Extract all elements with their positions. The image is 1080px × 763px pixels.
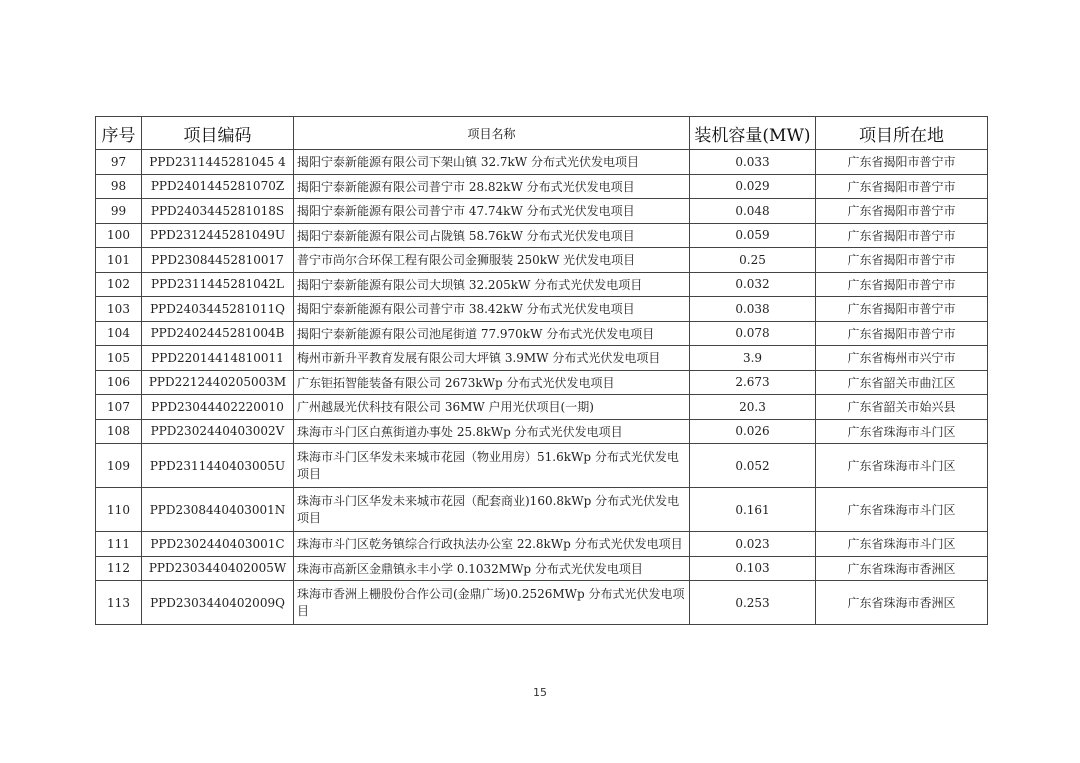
cell-code: PPD2403445281011Q xyxy=(142,297,294,322)
cell-code: PPD2303440402009Q xyxy=(142,581,294,625)
cell-name: 珠海市斗门区白蕉街道办事处 25.8kWp 分布式光伏发电项目 xyxy=(294,419,690,444)
table-header-row xyxy=(96,117,988,150)
cell-index: 99 xyxy=(96,199,142,224)
cell-capacity: 20.3 xyxy=(690,395,816,420)
table-row xyxy=(96,444,988,488)
cell-code: PPD2212440205003M xyxy=(142,370,294,395)
cell-index: 101 xyxy=(96,248,142,273)
cell-capacity: 3.9 xyxy=(690,346,816,371)
cell-name: 揭阳宁泰新能源有限公司大坝镇 32.205kW 分布式光伏发电项目 xyxy=(294,272,690,297)
table-row xyxy=(96,419,988,444)
cell-location: 广东省揭阳市普宁市 xyxy=(816,297,988,322)
cell-code: PPD2311445281045 4 xyxy=(142,150,294,175)
cell-name: 广州越晟光伏科技有限公司 36MW 户用光伏项目(一期) xyxy=(294,395,690,420)
cell-code: PPD2401445281070Z xyxy=(142,174,294,199)
cell-code: PPD2403445281018S xyxy=(142,199,294,224)
cell-index: 112 xyxy=(96,556,142,581)
table-row xyxy=(96,174,988,199)
table-body xyxy=(96,150,988,625)
header-location: 项目所在地 xyxy=(816,117,988,150)
cell-name: 珠海市香洲上栅股份合作公司(金鼎广场)0.2526MWp 分布式光伏发电项目 xyxy=(294,581,690,625)
cell-index: 113 xyxy=(96,581,142,625)
cell-name: 揭阳宁泰新能源有限公司普宁市 47.74kW 分布式光伏发电项目 xyxy=(294,199,690,224)
page-number: 15 xyxy=(533,686,547,699)
cell-capacity: 0.161 xyxy=(690,488,816,532)
cell-capacity: 0.032 xyxy=(690,272,816,297)
project-table xyxy=(95,116,988,625)
cell-capacity: 0.059 xyxy=(690,223,816,248)
cell-index: 106 xyxy=(96,370,142,395)
cell-location: 广东省揭阳市普宁市 xyxy=(816,174,988,199)
cell-name: 普宁市尚尔合环保工程有限公司金狮服装 250kW 光伏发电项目 xyxy=(294,248,690,273)
cell-capacity: 0.078 xyxy=(690,321,816,346)
cell-index: 97 xyxy=(96,150,142,175)
cell-capacity: 0.103 xyxy=(690,556,816,581)
cell-code: PPD23044402220010 xyxy=(142,395,294,420)
cell-code: PPD2308440403001N xyxy=(142,488,294,532)
cell-location: 广东省揭阳市普宁市 xyxy=(816,272,988,297)
cell-index: 110 xyxy=(96,488,142,532)
cell-code: PPD2311440403005U xyxy=(142,444,294,488)
cell-capacity: 0.038 xyxy=(690,297,816,322)
cell-index: 105 xyxy=(96,346,142,371)
cell-location: 广东省梅州市兴宁市 xyxy=(816,346,988,371)
header-index: 序号 xyxy=(96,117,142,150)
cell-location: 广东省珠海市斗门区 xyxy=(816,488,988,532)
cell-capacity: 0.033 xyxy=(690,150,816,175)
table-row xyxy=(96,199,988,224)
cell-name: 广东钜拓智能装备有限公司 2673kWp 分布式光伏发电项目 xyxy=(294,370,690,395)
header-capacity: 装机容量(MW) xyxy=(690,117,816,150)
cell-index: 104 xyxy=(96,321,142,346)
cell-capacity: 0.25 xyxy=(690,248,816,273)
cell-capacity: 0.029 xyxy=(690,174,816,199)
cell-location: 广东省揭阳市普宁市 xyxy=(816,321,988,346)
cell-name: 珠海市斗门区乾务镇综合行政执法办公室 22.8kWp 分布式光伏发电项目 xyxy=(294,532,690,557)
cell-code: PPD23084452810017 xyxy=(142,248,294,273)
header-name: 项目名称 xyxy=(294,117,690,150)
cell-index: 109 xyxy=(96,444,142,488)
cell-name: 梅州市新升平教育发展有限公司大坪镇 3.9MW 分布式光伏发电项目 xyxy=(294,346,690,371)
cell-code: PPD22014414810011 xyxy=(142,346,294,371)
cell-index: 103 xyxy=(96,297,142,322)
cell-name: 揭阳宁泰新能源有限公司池尾街道 77.970kW 分布式光伏发电项目 xyxy=(294,321,690,346)
cell-name: 珠海市高新区金鼎镇永丰小学 0.1032MWp 分布式光伏发电项目 xyxy=(294,556,690,581)
cell-index: 100 xyxy=(96,223,142,248)
cell-location: 广东省韶关市始兴县 xyxy=(816,395,988,420)
cell-capacity: 0.048 xyxy=(690,199,816,224)
table-row xyxy=(96,532,988,557)
cell-code: PPD2303440402005W xyxy=(142,556,294,581)
cell-capacity: 0.026 xyxy=(690,419,816,444)
cell-code: PPD2312445281049U xyxy=(142,223,294,248)
cell-location: 广东省揭阳市普宁市 xyxy=(816,199,988,224)
cell-code: PPD2311445281042L xyxy=(142,272,294,297)
table-row xyxy=(96,223,988,248)
table-row xyxy=(96,150,988,175)
cell-name: 揭阳宁泰新能源有限公司普宁市 38.42kW 分布式光伏发电项目 xyxy=(294,297,690,322)
cell-location: 广东省珠海市香洲区 xyxy=(816,556,988,581)
cell-location: 广东省揭阳市普宁市 xyxy=(816,223,988,248)
cell-location: 广东省珠海市斗门区 xyxy=(816,419,988,444)
cell-name: 揭阳宁泰新能源有限公司占陇镇 58.76kW 分布式光伏发电项目 xyxy=(294,223,690,248)
cell-location: 广东省珠海市斗门区 xyxy=(816,444,988,488)
cell-name: 揭阳宁泰新能源有限公司普宁市 28.82kW 分布式光伏发电项目 xyxy=(294,174,690,199)
cell-name: 珠海市斗门区华发未来城市花园（物业用房）51.6kWp 分布式光伏发电项目 xyxy=(294,444,690,488)
cell-capacity: 0.023 xyxy=(690,532,816,557)
cell-capacity: 2.673 xyxy=(690,370,816,395)
cell-code: PPD2302440403002V xyxy=(142,419,294,444)
cell-index: 111 xyxy=(96,532,142,557)
table-row xyxy=(96,272,988,297)
cell-location: 广东省揭阳市普宁市 xyxy=(816,248,988,273)
cell-location: 广东省珠海市香洲区 xyxy=(816,581,988,625)
cell-index: 107 xyxy=(96,395,142,420)
header-code: 项目编码 xyxy=(142,117,294,150)
cell-index: 98 xyxy=(96,174,142,199)
table-row xyxy=(96,370,988,395)
table-row xyxy=(96,248,988,273)
table-row xyxy=(96,395,988,420)
cell-location: 广东省珠海市斗门区 xyxy=(816,532,988,557)
cell-code: PPD2302440403001C xyxy=(142,532,294,557)
cell-location: 广东省韶关市曲江区 xyxy=(816,370,988,395)
cell-location: 广东省揭阳市普宁市 xyxy=(816,150,988,175)
cell-capacity: 0.253 xyxy=(690,581,816,625)
table-row xyxy=(96,581,988,625)
cell-code: PPD2402445281004B xyxy=(142,321,294,346)
table-row xyxy=(96,346,988,371)
table-row xyxy=(96,321,988,346)
cell-name: 揭阳宁泰新能源有限公司下架山镇 32.7kW 分布式光伏发电项目 xyxy=(294,150,690,175)
table-row xyxy=(96,488,988,532)
table-row xyxy=(96,556,988,581)
cell-index: 108 xyxy=(96,419,142,444)
cell-name: 珠海市斗门区华发未来城市花园（配套商业)160.8kWp 分布式光伏发电项目 xyxy=(294,488,690,532)
cell-capacity: 0.052 xyxy=(690,444,816,488)
cell-index: 102 xyxy=(96,272,142,297)
table-row xyxy=(96,297,988,322)
